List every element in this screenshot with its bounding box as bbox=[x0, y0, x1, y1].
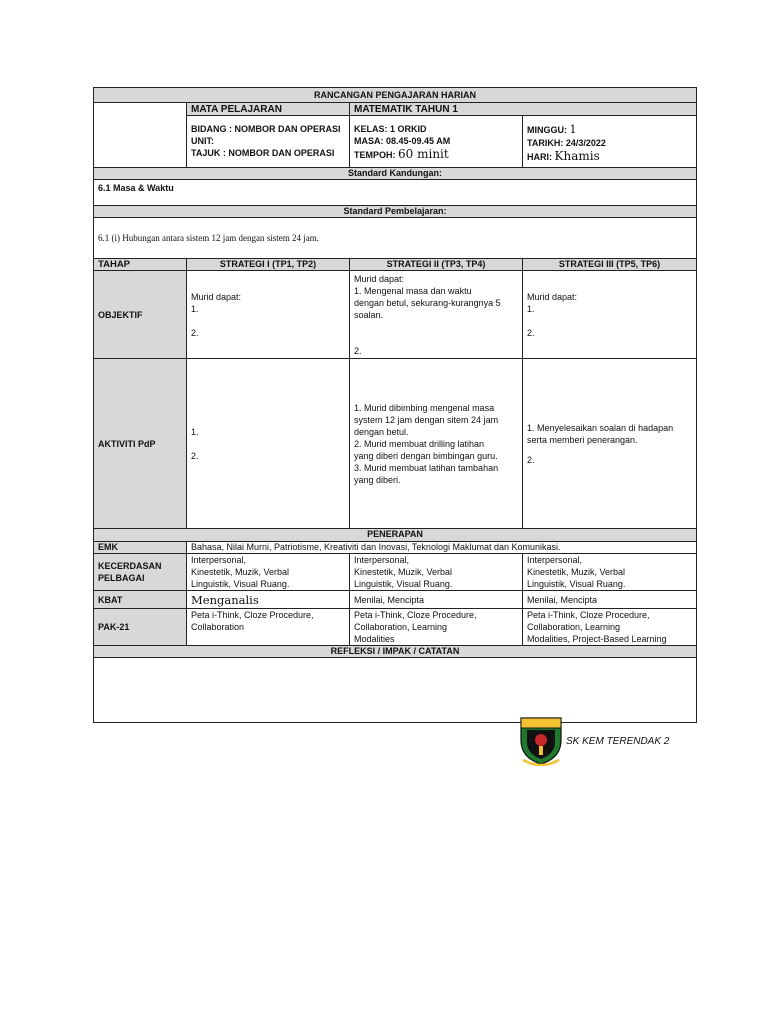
objektif-s3-line: 1. bbox=[527, 303, 535, 314]
kecerdasan-label: KECERDASAN bbox=[98, 561, 162, 571]
masa-text: MASA: 08.45-09.45 AM bbox=[354, 136, 451, 146]
aktiviti-s2-line: 1. Murid dibimbing mengenal masa bbox=[354, 402, 495, 413]
plan-title: RANCANGAN PENGAJARAN HARIAN bbox=[94, 88, 697, 103]
objektif-label: OBJEKTIF bbox=[94, 271, 187, 359]
kecerdasan-s2-line: Interpersonal, bbox=[354, 555, 410, 565]
pak21-s3-line: Peta i-Think, Cloze Procedure, bbox=[527, 610, 650, 620]
objektif-s2-line: 1. Mengenal masa dan waktu bbox=[354, 286, 472, 296]
kecerdasan-s3-line: Linguistik, Visual Ruang. bbox=[527, 579, 626, 589]
pak21-s2-line: Modalities bbox=[354, 634, 395, 644]
kelas-text: KELAS: 1 ORKID bbox=[354, 124, 427, 134]
kecerdasan-s1-line: Kinestetik, Muzik, Verbal bbox=[191, 567, 290, 577]
objektif-s1-line: 1. bbox=[191, 303, 199, 314]
kecerdasan-s3-line: Interpersonal, bbox=[527, 555, 583, 565]
minggu-label: MINGGU: bbox=[527, 125, 567, 135]
lesson-plan-table bbox=[93, 87, 697, 723]
aktiviti-s2-line: system 12 jam dengan sitem 24 jam bbox=[354, 414, 499, 425]
tempoh-value: 60 minit bbox=[398, 147, 449, 161]
objektif-s3-line: 2. bbox=[527, 327, 535, 338]
objektif-s1-line: 2. bbox=[191, 327, 199, 338]
standard-pembelajaran-value: 6.1 (i) Hubungan antara sistem 12 jam dengan sistem 24 jam. bbox=[94, 218, 697, 259]
aktiviti-s2-line: 3. Murid membuat latihan tambahan bbox=[354, 462, 499, 473]
kecerdasan-s1-line: Linguistik, Visual Ruang. bbox=[191, 579, 290, 589]
objektif-s2-line: 2. bbox=[354, 346, 362, 356]
strategi-1-header: STRATEGI I (TP1, TP2) bbox=[187, 259, 350, 271]
objektif-s2-line: soalan. bbox=[354, 310, 384, 320]
school-crest-logo bbox=[517, 714, 565, 766]
aktiviti-s3-line: 1. Menyelesaikan soalan di hadapan bbox=[527, 422, 674, 433]
pak21-s2-line: Collaboration, Learning bbox=[354, 622, 448, 632]
pak21-s1-line: Collaboration bbox=[191, 622, 245, 632]
standard-kandungan-value: 6.1 Masa & Waktu bbox=[94, 180, 697, 206]
pak21-s1-line: Peta i-Think, Cloze Procedure, bbox=[191, 610, 314, 620]
objektif-s3-line: Murid dapat: bbox=[527, 291, 578, 302]
emk-value: Bahasa, Nilai Murni, Patriotisme, Kreativiti dan Inovasi, Teknologi Maklumat dan Komunikasi. bbox=[187, 542, 697, 554]
hari-value: Khamis bbox=[554, 149, 600, 163]
standard-pembelajaran-heading: Standard Pembelajaran: bbox=[94, 206, 697, 218]
subject-value: MATEMATIK TAHUN 1 bbox=[350, 103, 697, 116]
tahap-header: TAHAP bbox=[94, 259, 187, 271]
minggu-value: 1 bbox=[569, 123, 577, 136]
objektif-s1-line: Murid dapat: bbox=[191, 291, 242, 302]
strategi-2-header: STRATEGI II (TP3, TP4) bbox=[350, 259, 523, 271]
refleksi-heading: REFLEKSI / IMPAK / CATATAN bbox=[94, 646, 697, 658]
aktiviti-s1-line: 1. bbox=[191, 426, 199, 437]
objektif-s2-line: dengan betul, sekurang-kurangnya 5 bbox=[354, 298, 501, 308]
kecerdasan-s3-line: Kinestetik, Muzik, Verbal bbox=[527, 567, 626, 577]
kecerdasan-s2-line: Kinestetik, Muzik, Verbal bbox=[354, 567, 453, 577]
tempoh-label: TEMPOH: bbox=[354, 150, 396, 160]
aktiviti-s2-line: yang diberi dengan bimbingan guru. bbox=[354, 450, 498, 461]
strategi-3-header: STRATEGI III (TP5, TP6) bbox=[523, 259, 697, 271]
pak21-s2-line: Peta i-Think, Cloze Procedure, bbox=[354, 610, 477, 620]
header-blank-cell bbox=[94, 103, 187, 168]
kecerdasan-s1-line: Interpersonal, bbox=[191, 555, 247, 565]
kbat-s3: Menilai, Mencipta bbox=[523, 591, 697, 609]
kecerdasan-s2-line: Linguistik, Visual Ruang. bbox=[354, 579, 453, 589]
aktiviti-s3-line: serta memberi penerangan. bbox=[527, 434, 638, 445]
tajuk-text: TAJUK : NOMBOR DAN OPERASI bbox=[191, 148, 335, 158]
kbat-s1: Menganalis bbox=[187, 591, 350, 609]
bidang-text: BIDANG : NOMBOR DAN OPERASI bbox=[191, 124, 341, 134]
kbat-label: KBAT bbox=[94, 591, 187, 609]
kbat-s2: Menilai, Mencipta bbox=[350, 591, 523, 609]
penerapan-heading: PENERAPAN bbox=[94, 529, 697, 542]
objektif-s2-line: Murid dapat: bbox=[354, 274, 405, 284]
tarikh-text: TARIKH: 24/3/2022 bbox=[527, 138, 606, 148]
pak21-s3-line: Collaboration, Learning bbox=[527, 622, 621, 632]
standard-kandungan-heading: Standard Kandungan: bbox=[94, 168, 697, 180]
kecerdasan-label: PELBAGAI bbox=[98, 573, 145, 583]
hari-label: HARI: bbox=[527, 152, 552, 162]
aktiviti-s2-line: dengan betul. bbox=[354, 426, 409, 437]
pak21-s3-line: Modalities, Project-Based Learning bbox=[527, 634, 667, 644]
refleksi-value bbox=[94, 658, 697, 723]
aktiviti-s1-line: 2. bbox=[191, 450, 199, 461]
unit-text: UNIT: bbox=[191, 136, 214, 146]
aktiviti-s3-line: 2. bbox=[527, 454, 535, 465]
school-name: SK KEM TERENDAK 2 bbox=[566, 736, 670, 747]
aktiviti-s2-line: yang diberi. bbox=[354, 474, 401, 485]
pak21-label: PAK-21 bbox=[94, 609, 187, 646]
aktiviti-label: AKTIVITI PdP bbox=[94, 359, 187, 529]
aktiviti-s2-line: 2. Murid membuat drilling latihan bbox=[354, 438, 485, 449]
emk-label: EMK bbox=[94, 542, 187, 554]
subject-label: MATA PELAJARAN bbox=[187, 103, 350, 116]
